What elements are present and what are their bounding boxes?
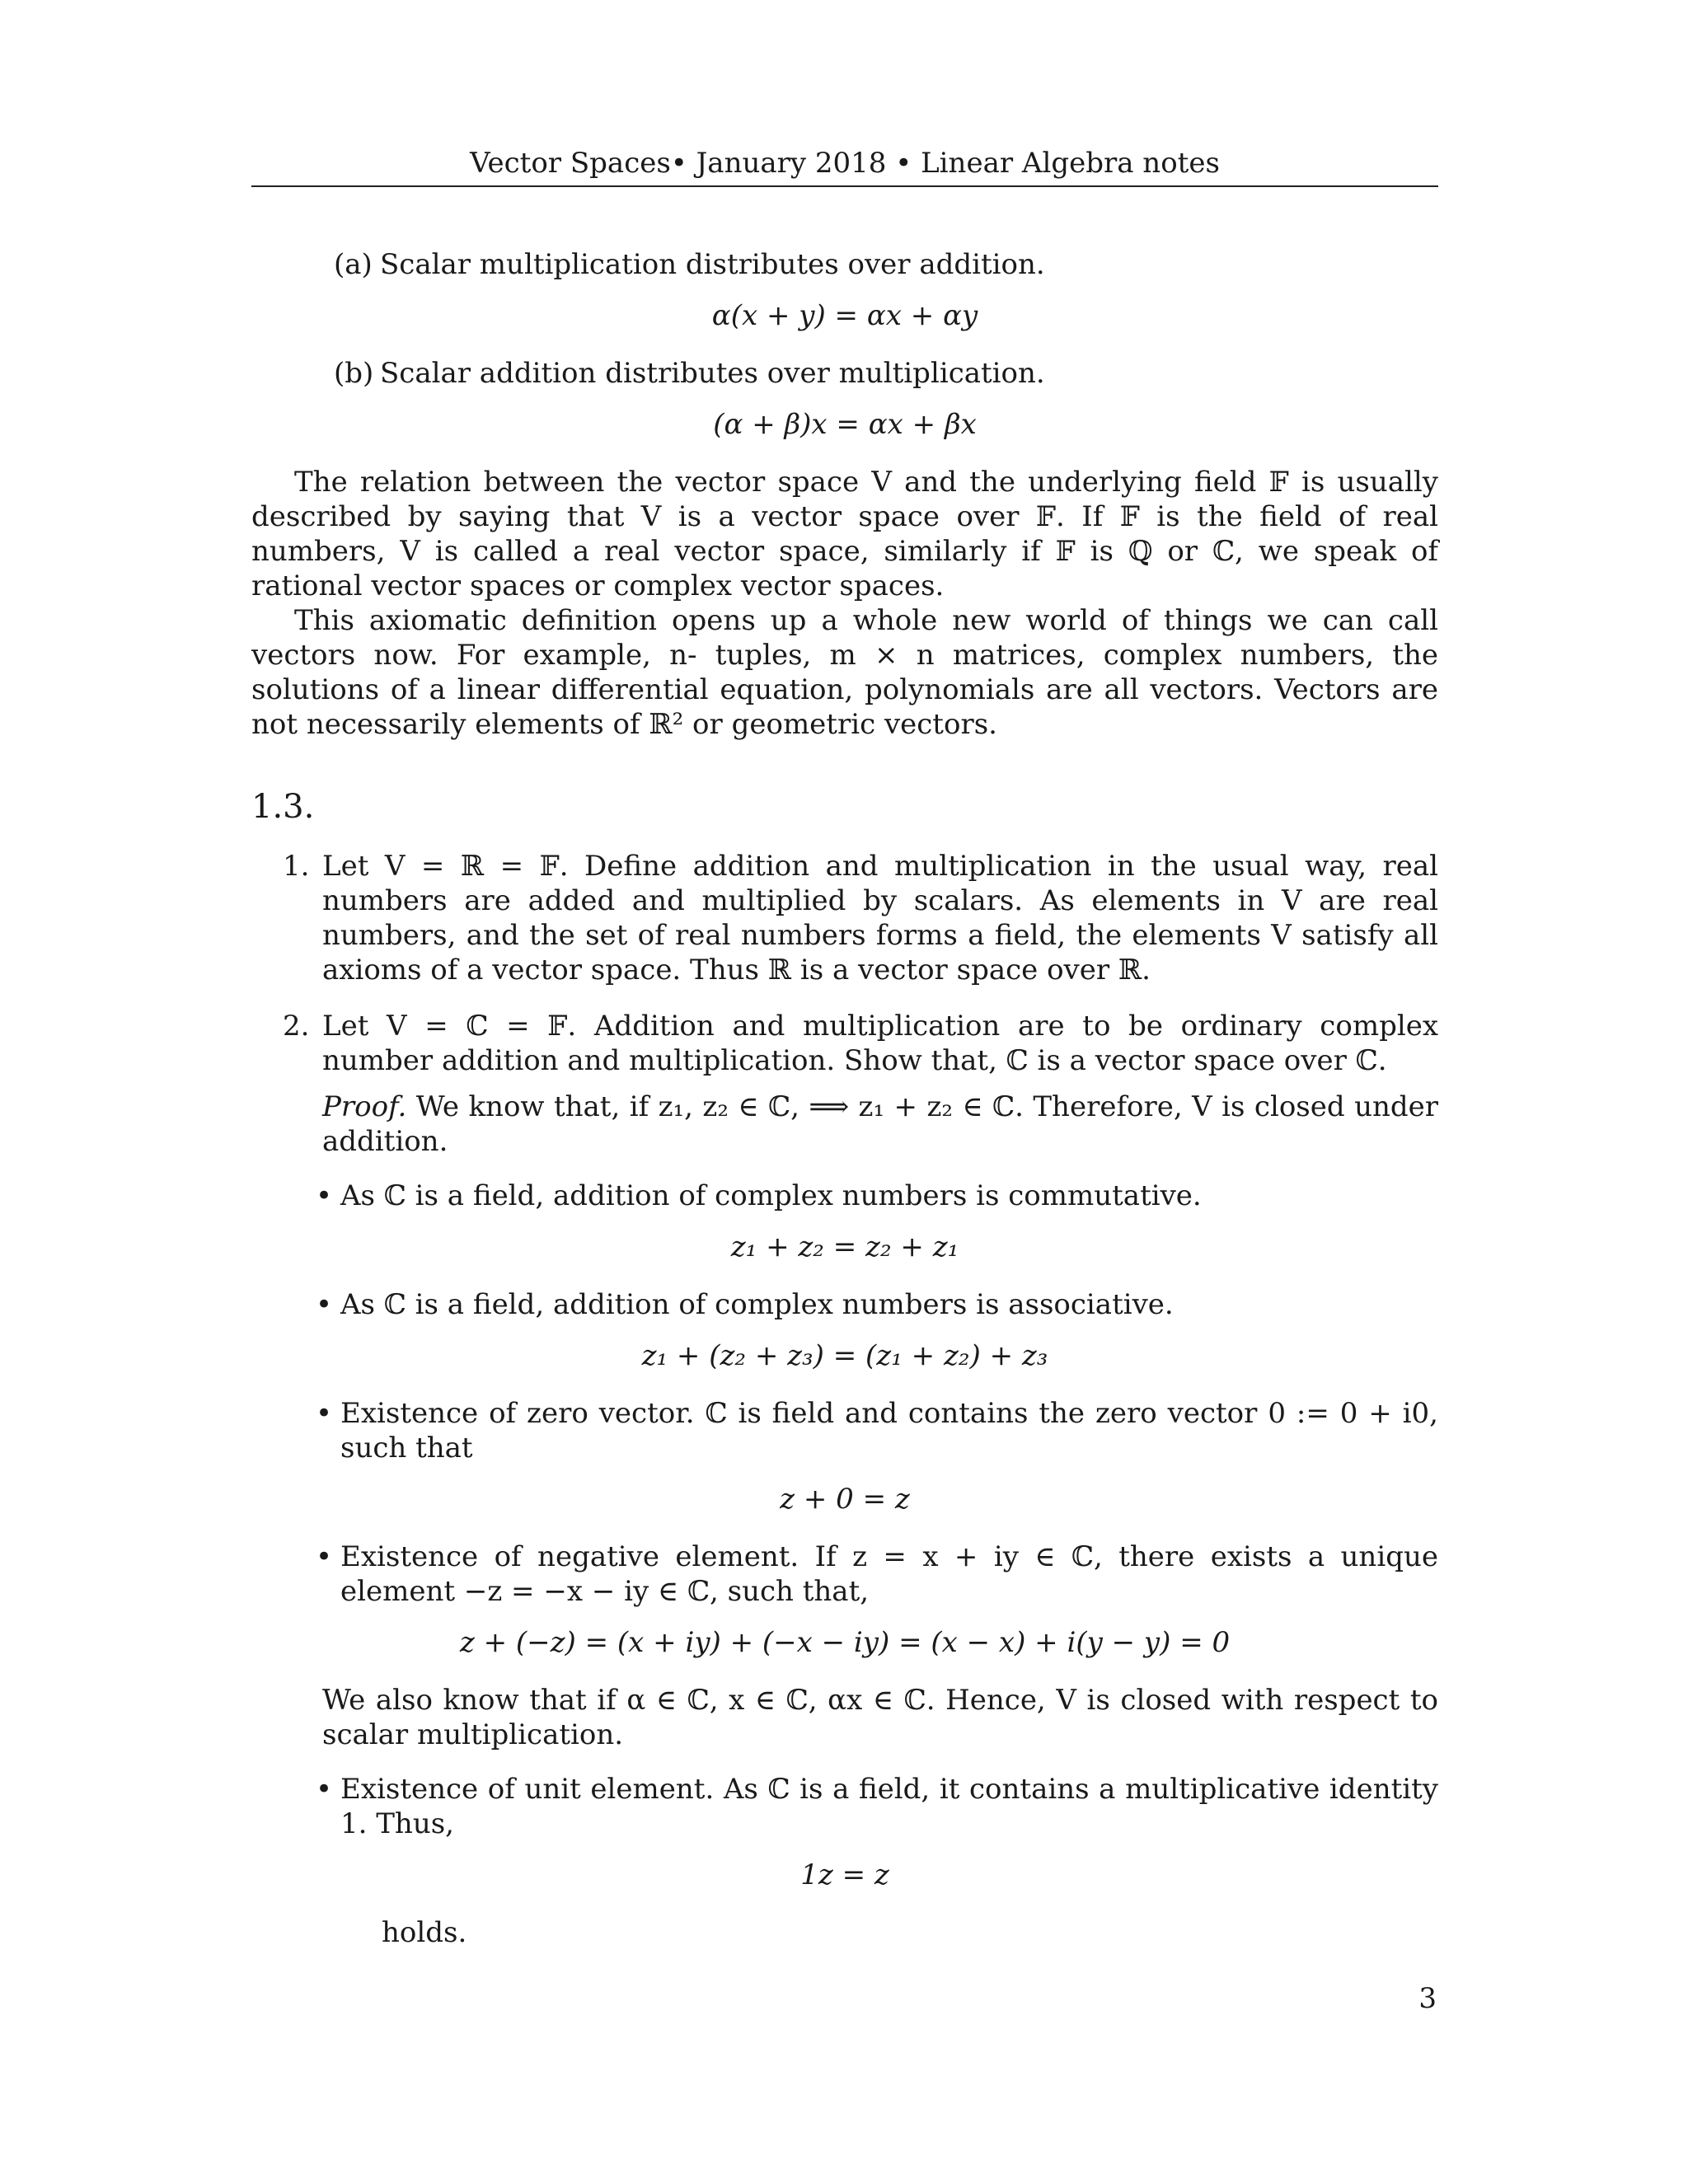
bullet-icon: • [316, 1288, 333, 1321]
example-item-2 [283, 1009, 1438, 1159]
equation: α(x + y) = αx + αy [711, 299, 978, 332]
bullet-item [316, 1287, 1438, 1322]
example-label: 2. [283, 1010, 310, 1043]
bullet-text: Existence of unit element. As ℂ is a field, it contains a multiplicative identity 1. Thus, [340, 1773, 1438, 1840]
bullet-item [316, 1179, 1438, 1213]
proof-word: Proof. [322, 1090, 407, 1123]
bullet-text: Existence of zero vector. ℂ is field and contains the zero vector 0 := 0 + i0, such that [340, 1397, 1438, 1465]
list-label: (a) [334, 248, 373, 281]
example-body [322, 1009, 1438, 1159]
section-heading: 1.3. [251, 788, 315, 826]
equation: z + 0 = z [780, 1483, 910, 1516]
page-number: 3 [1418, 1982, 1437, 2015]
bullet-item [316, 1772, 1438, 1841]
list-text: Scalar multiplication distributes over addition. [380, 248, 1045, 281]
equation: z₁ + (z₂ + z₃) = (z₁ + z₂) + z₃ [641, 1339, 1048, 1372]
list-item-a [334, 247, 1438, 282]
bullet-icon: • [316, 1773, 333, 1806]
bullet-icon: • [316, 1540, 333, 1573]
example-label: 1. [283, 850, 310, 883]
bullet-item [316, 1540, 1438, 1609]
holds-text: holds. [382, 1916, 467, 1949]
equation: (α + β)x = αx + βx [713, 408, 977, 441]
bullet-text: As ℂ is a field, addition of complex numbers is associative. [340, 1288, 1174, 1321]
bullet-icon: • [316, 1179, 333, 1212]
equation: 1z = z [800, 1858, 889, 1891]
list-text: Scalar addition distributes over multiplication. [380, 357, 1045, 390]
running-header: Vector Spaces• January 2018 • Linear Algebra notes [251, 144, 1438, 187]
example-text: Let V = ℂ = 𝔽. Addition and multiplication are to be ordinary complex number addition and multiplication. Show that, ℂ is a vector space over ℂ. [322, 1010, 1438, 1077]
paragraph: We also know that if α ∈ ℂ, x ∈ ℂ, αx ∈ ℂ. Hence, V is closed with respect to scalar multiplication. [322, 1684, 1438, 1751]
example-text: Let V = ℝ = 𝔽. Define addition and multiplication in the usual way, real numbers are added and multiplied by scalars. As elements in V are real numbers, and the set of real numbers forms a field, the elements V satisfy all axioms of a vector space. Thus ℝ is a vector space over ℝ. [322, 850, 1438, 987]
bullet-list-1 [251, 1179, 1438, 1660]
bullet-item [316, 1396, 1438, 1465]
bullet-text: As ℂ is a field, addition of complex numbers is commutative. [340, 1179, 1202, 1212]
proof-text: We know that, if z₁, z₂ ∈ ℂ, ⟹ z₁ + z₂ ∈ ℂ. Therefore, V is closed under addition. [322, 1090, 1439, 1158]
bullet-text: Existence of negative element. If z = x + iy ∈ ℂ, there exists a unique element −z = −x − iy ∈ ℂ, such that, [340, 1540, 1438, 1608]
list-label: (b) [334, 357, 374, 390]
proof-line [322, 1090, 1438, 1159]
bullet-icon: • [316, 1397, 333, 1430]
paragraph: The relation between the vector space V and the underlying field 𝔽 is usually described by saying that V is a vector space over 𝔽. If 𝔽 is the field of real numbers, V is called a real vector space, similarly if 𝔽 is ℚ or ℂ, we speak of rational vector spaces or complex vector spaces. [251, 466, 1438, 602]
list-item-b [334, 356, 1438, 391]
page-body [251, 247, 1438, 1950]
paragraph: This axiomatic definition opens up a whole new world of things we can call vectors now. For example, n- tuples, m × n matrices, complex numbers, the solutions of a linear differential equation, polynomials are all vectors. Vectors are not necessarily elements of ℝ² or geometric vectors. [251, 604, 1438, 741]
equation: z + (−z) = (x + iy) + (−x − iy) = (x − x) + i(y − y) = 0 [459, 1626, 1231, 1659]
example-item-1 [283, 849, 1438, 987]
equation: z₁ + z₂ = z₂ + z₁ [730, 1230, 959, 1263]
